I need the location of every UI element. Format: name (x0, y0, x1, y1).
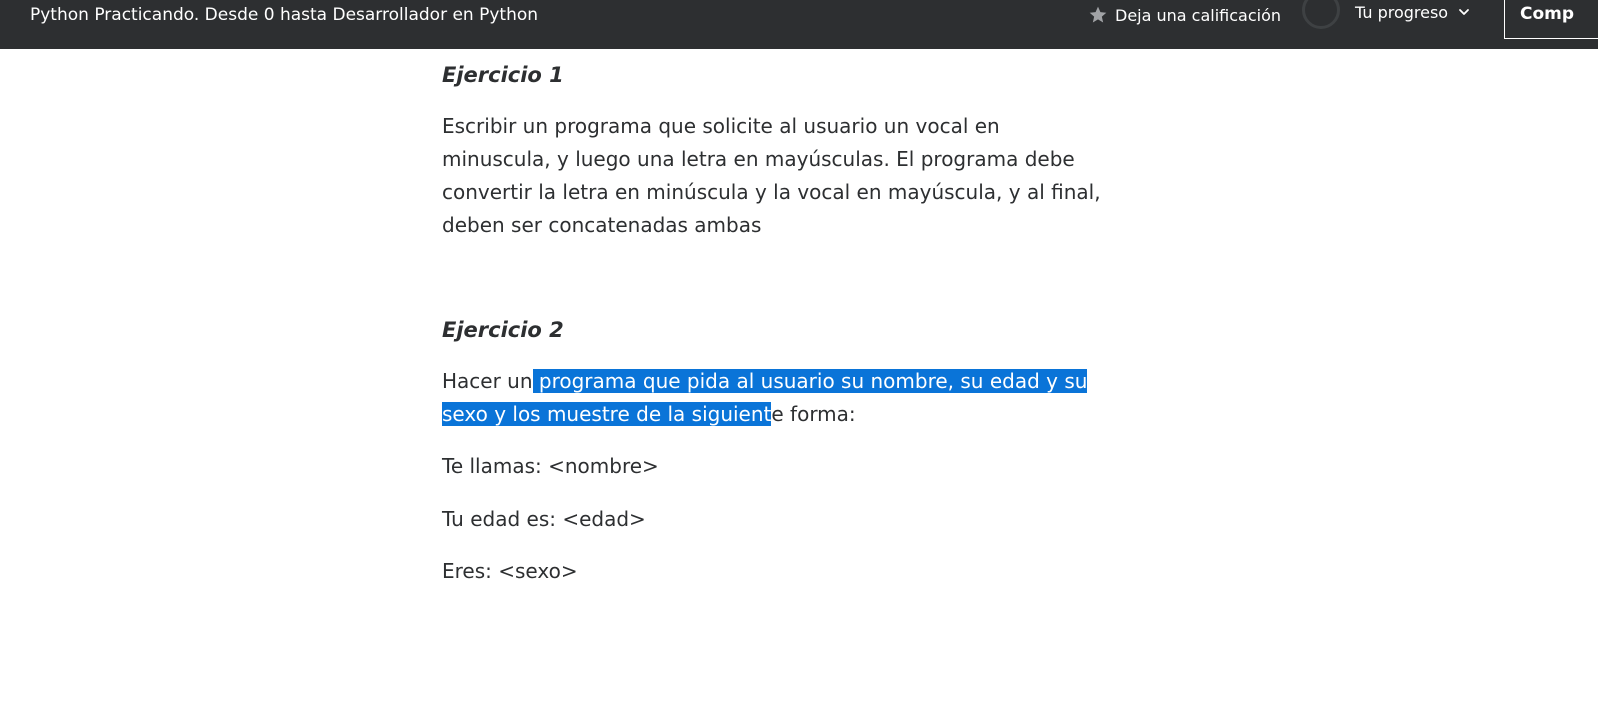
text-plain: e forma: (771, 402, 856, 426)
text-selection: sexo y los muestre de la siguient (442, 402, 772, 426)
rate-course-button[interactable] (1088, 4, 1281, 26)
chevron-down-icon (1458, 3, 1470, 22)
format-line-sex: Eres: <sexo> (442, 559, 578, 583)
progress-dropdown[interactable] (1355, 1, 1470, 23)
course-title[interactable]: Python Practicando. Desde 0 hasta Desarrollador en Python (30, 5, 539, 25)
format-line-name: Te llamas: <nombre> (442, 454, 659, 478)
exercise-1-line: convertir la letra en minúscula y la vocal en mayúscula, y al final, (442, 180, 1101, 204)
exercise-2-title: Ejercicio 2 (442, 318, 564, 342)
exercise-2-description (442, 365, 1112, 431)
text-selection: programa que pida al usuario su nombre, su edad y su (532, 369, 1088, 393)
exercise-1-description (442, 110, 1112, 242)
exercise-1-line: Escribir un programa que solicite al usuario un vocal en (442, 114, 1000, 138)
format-line-age: Tu edad es: <edad> (442, 507, 646, 531)
rate-course-label: Deja una calificación (1115, 5, 1282, 25)
star-icon (1088, 5, 1108, 25)
course-header (0, 0, 1598, 49)
share-button[interactable]: Comp (1504, 0, 1598, 39)
exercise-2-line (442, 365, 1112, 398)
progress-ring[interactable] (1302, 0, 1340, 29)
exercise-1-line: minuscula, y luego una letra en mayúsculas. El programa debe (442, 147, 1075, 171)
exercise-1-title: Ejercicio 1 (442, 63, 564, 87)
exercise-1-line: deben ser concatenadas ambas (442, 213, 762, 237)
progress-label: Tu progreso (1355, 2, 1449, 22)
text-plain: Hacer un (442, 369, 533, 393)
exercise-2-line (442, 398, 1112, 431)
